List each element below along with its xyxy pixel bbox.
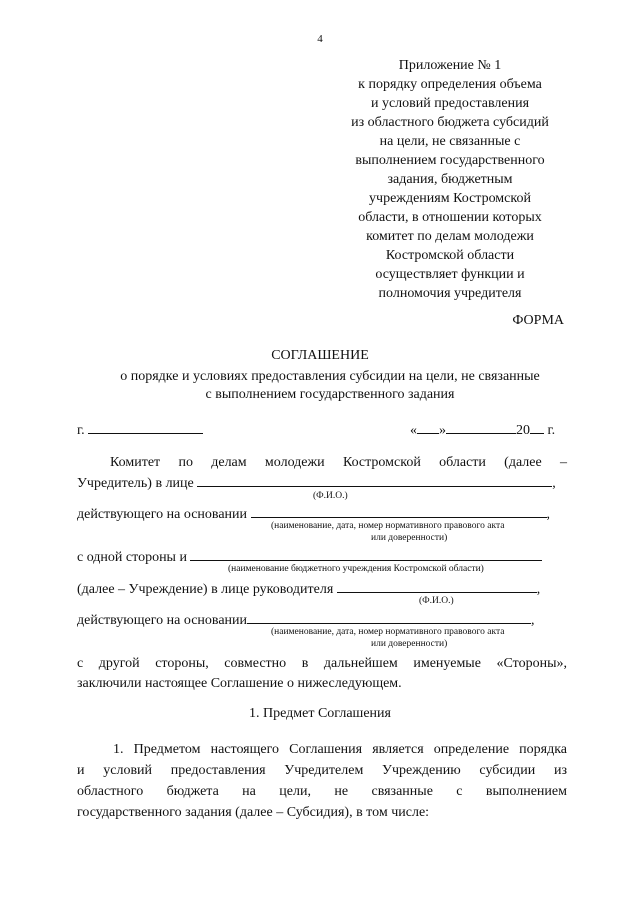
head-label: (далее – Учреждение) в лице руководителя xyxy=(77,582,334,597)
comma: , xyxy=(546,507,551,522)
day-blank[interactable] xyxy=(417,421,439,434)
city-field xyxy=(77,421,203,439)
fio-caption: (Ф.И.О.) xyxy=(313,491,348,501)
basis-blank[interactable] xyxy=(247,611,531,624)
page-number: 4 xyxy=(317,33,323,45)
document-title: СОГЛАШЕНИЕ xyxy=(271,348,369,363)
month-blank[interactable] xyxy=(446,421,516,434)
appendix-line: области, в отношении которых xyxy=(358,210,542,225)
appendix-line: и условий предоставления xyxy=(370,96,530,111)
form-label: ФОРМА xyxy=(512,313,564,328)
comma: , xyxy=(552,476,556,491)
subtitle-line: о порядке и условиях предоставления субсидии на цели, не связанные xyxy=(120,369,540,384)
year-blank[interactable] xyxy=(530,421,544,434)
subtitle-line: с выполнением государственного задания xyxy=(205,387,455,402)
year-suffix: г. xyxy=(547,423,556,438)
other-side-line: с другой стороны, совместно в дальнейшем именуемые «Стороны», xyxy=(77,656,567,671)
comma: , xyxy=(536,582,541,597)
appendix-line: учреждениям Костромской xyxy=(369,191,531,206)
appendix-line: комитет по делам молодежи xyxy=(366,229,534,244)
basis-caption: (наименование, дата, номер нормативного правового акта xyxy=(271,521,505,531)
head-blank[interactable] xyxy=(337,580,537,593)
quote-open: « xyxy=(410,423,417,438)
one-side-label: с одной стороны и xyxy=(77,550,187,565)
date-field xyxy=(410,421,555,439)
comma: , xyxy=(531,613,535,628)
appendix-line: на цели, не связанные с xyxy=(379,134,521,149)
appendix-header xyxy=(335,56,565,303)
basis-label: действующего на основании xyxy=(77,613,248,628)
basis-label: действующего на основании xyxy=(77,507,248,522)
basis-blank[interactable] xyxy=(251,505,547,518)
concluded-line: заключили настоящее Соглашение о нижеследующем. xyxy=(77,676,402,691)
paragraph-line: областного бюджета на цели, не связанные с выполнением xyxy=(77,784,567,799)
committee-line: Комитет по делам молодежи Костромской области (далее – xyxy=(110,455,567,470)
city-prefix: г. xyxy=(77,423,85,438)
representative-prefix: Учредитель) в лице xyxy=(77,476,194,491)
paragraph-line: государственного задания (далее – Субсидия), в том числе: xyxy=(77,805,430,820)
appendix-line: Приложение № 1 xyxy=(398,58,502,73)
section-title: 1. Предмет Соглашения xyxy=(249,706,391,721)
appendix-line: задания, бюджетным xyxy=(387,172,513,187)
appendix-line: выполнением государственного xyxy=(355,153,545,168)
appendix-line: осуществляет функции и xyxy=(375,267,525,282)
document-subtitle xyxy=(90,368,570,404)
paragraph-line: 1. Предметом настоящего Соглашения является определение порядка xyxy=(113,742,567,757)
basis-caption: или доверенности) xyxy=(371,533,448,543)
representative-line xyxy=(77,474,556,492)
institution-blank[interactable] xyxy=(190,548,542,561)
basis-caption: (наименование, дата, номер нормативного правового акта xyxy=(271,627,505,637)
head-line xyxy=(77,580,540,598)
city-blank[interactable] xyxy=(88,421,203,434)
year-prefix: 20 xyxy=(516,423,530,438)
representative-blank[interactable] xyxy=(197,474,552,487)
fio-caption: (Ф.И.О.) xyxy=(419,596,454,606)
basis-caption: или доверенности) xyxy=(371,639,448,649)
appendix-line: из областного бюджета субсидий xyxy=(351,115,549,130)
appendix-line: к порядку определения объема xyxy=(358,77,542,92)
institution-caption: (наименование бюджетного учреждения Костромской области) xyxy=(228,564,484,574)
paragraph-line: и условий предоставления Учредителем Учреждению субсидии из xyxy=(77,763,567,778)
quote-close: » xyxy=(439,423,446,438)
appendix-line: Костромской области xyxy=(385,248,515,263)
appendix-line: полномочия учредителя xyxy=(378,286,522,301)
